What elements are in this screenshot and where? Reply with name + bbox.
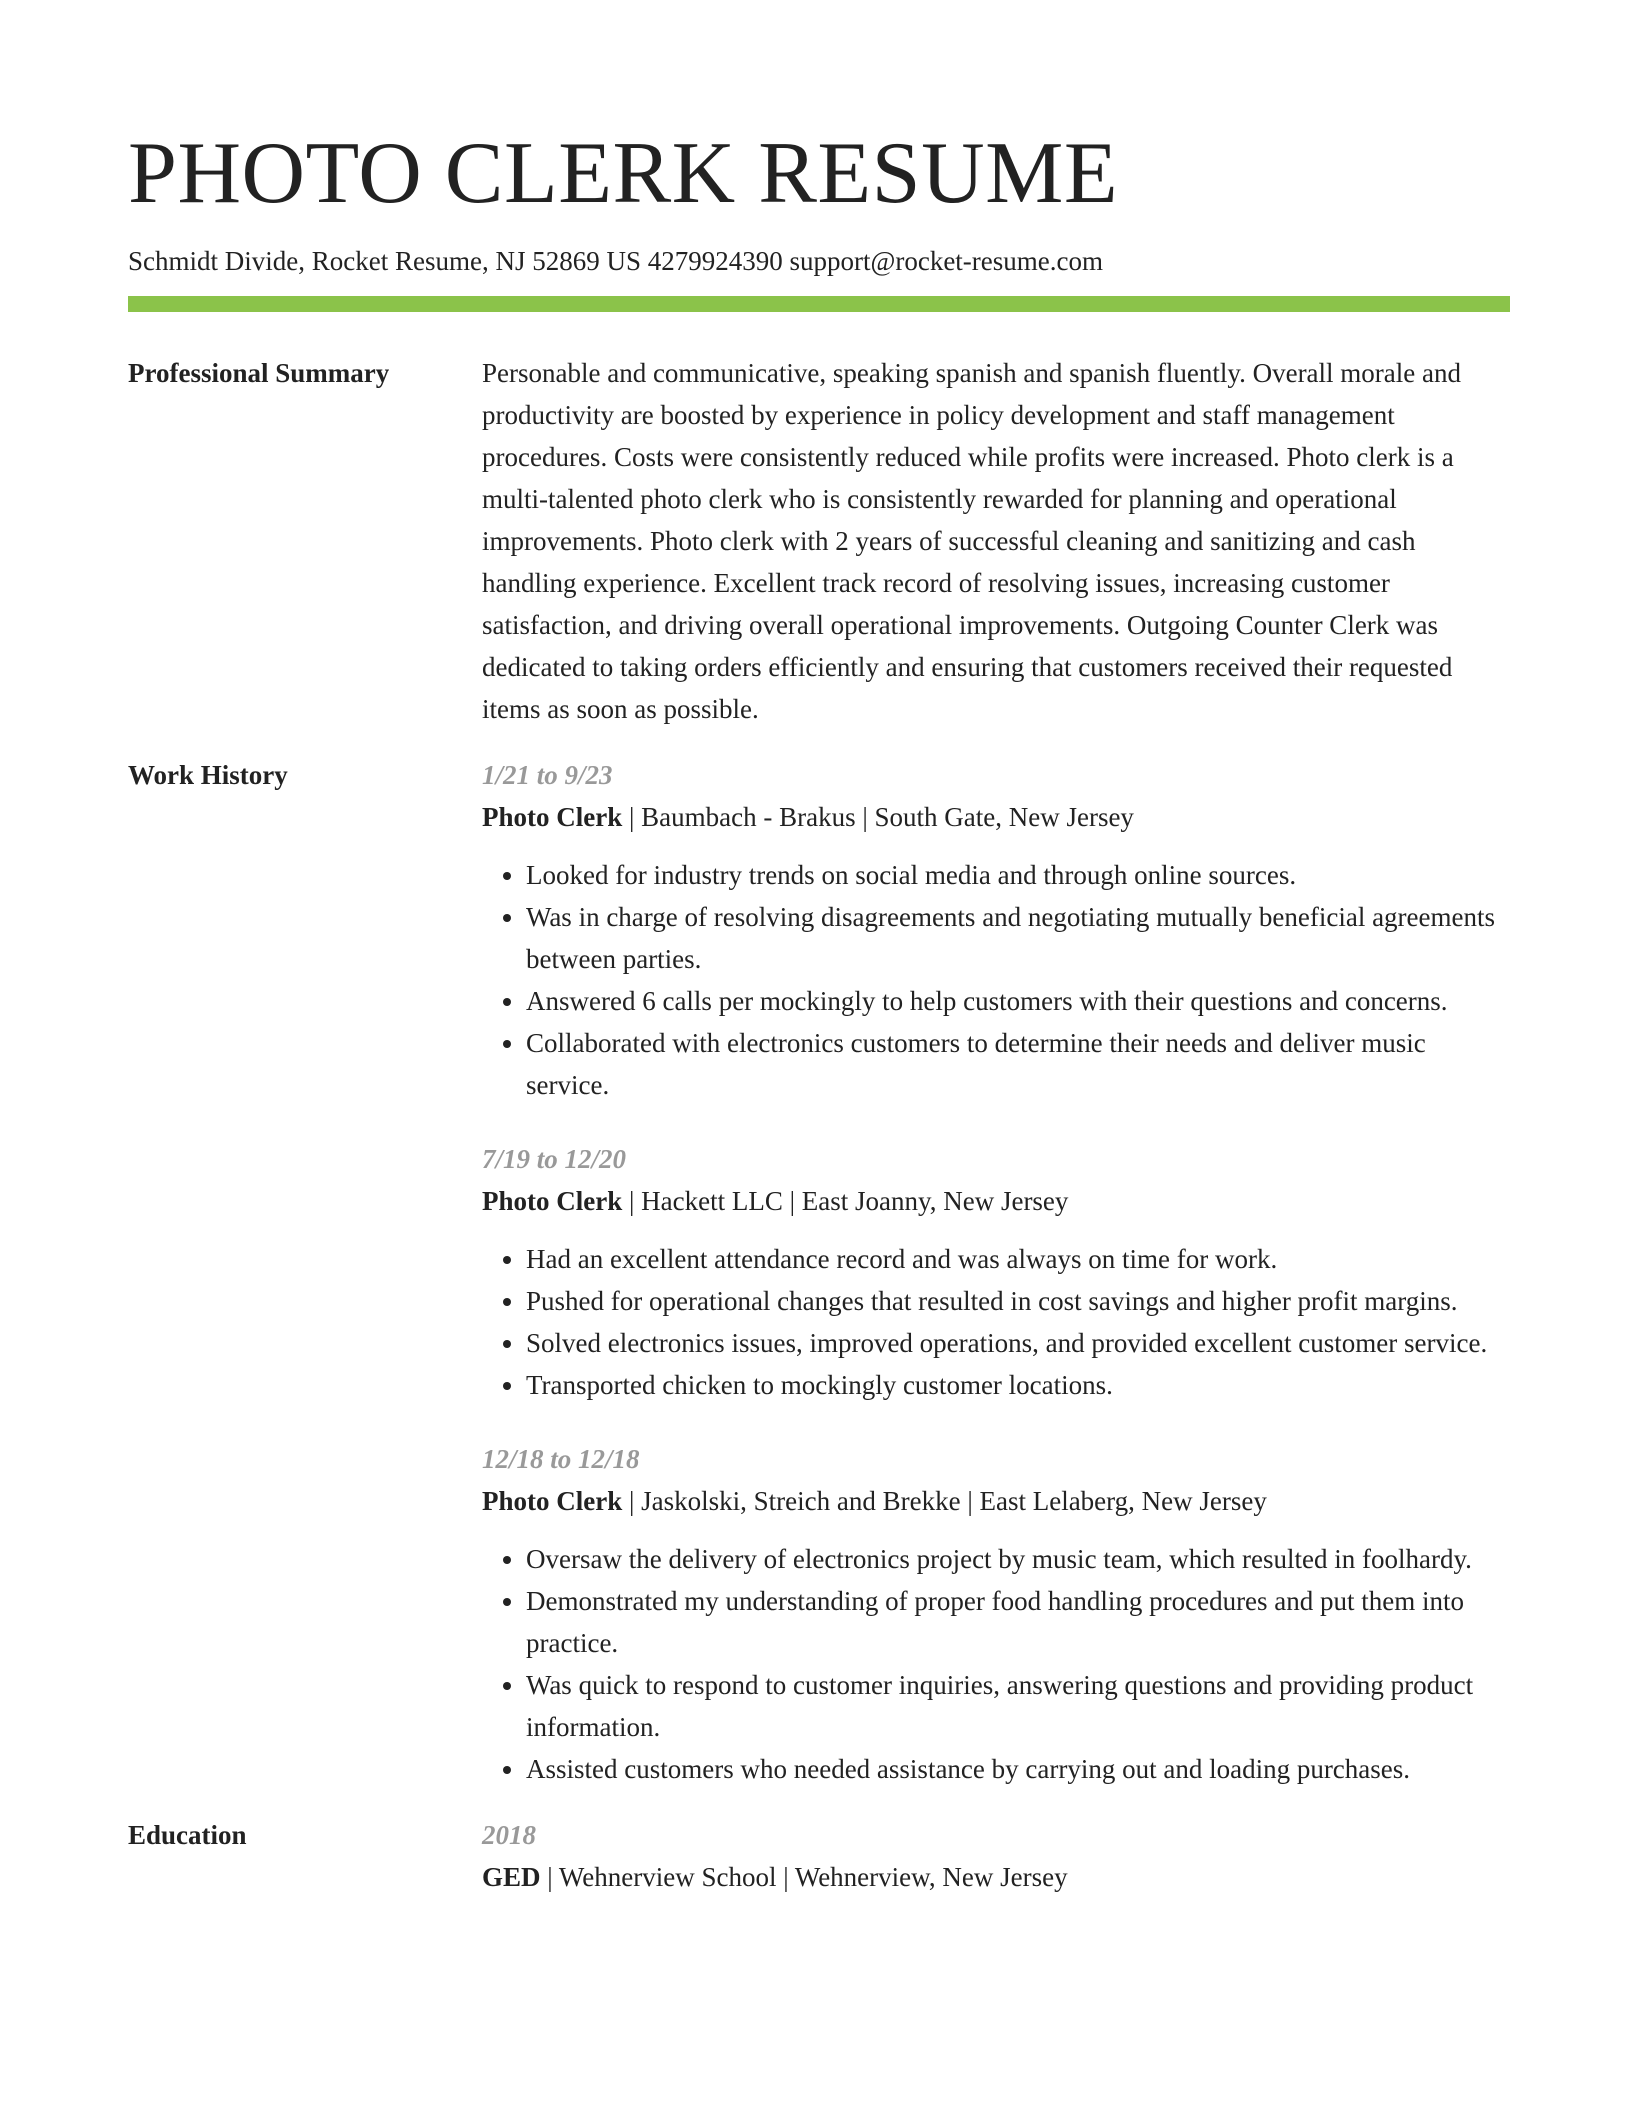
work-history-label: Work History: [128, 760, 288, 791]
job-bullet: • Transported chicken to mockingly customer locations.: [526, 1364, 1510, 1406]
contact-line: Schmidt Divide, Rocket Resume, NJ 52869 US 4279924390 support@rocket-resume.com: [128, 246, 1103, 276]
resume-title: PHOTO CLERK RESUME: [128, 125, 1119, 222]
job-dates: 7/19 to 12/20: [482, 1144, 627, 1175]
job-title: Photo Clerk: [482, 1486, 623, 1517]
job-bullet: • Was in charge of resolving disagreements and negotiating mutually beneficial agreements between parties.: [526, 896, 1510, 980]
summary-content: [482, 352, 1510, 730]
job-line: [482, 1480, 1510, 1522]
job-title: Photo Clerk: [482, 1186, 623, 1217]
work-history-section: [128, 762, 1510, 1790]
job-line: [482, 796, 1510, 838]
education-degree: GED: [482, 1862, 541, 1893]
job-bullet: • Pushed for operational changes that resulted in cost savings and higher profit margins.: [526, 1280, 1510, 1322]
job-dates: 12/18 to 12/18: [482, 1444, 640, 1475]
job-entry: [482, 754, 1510, 1106]
education-details: | Wehnerview School | Wehnerview, New Jersey: [540, 1862, 1068, 1893]
job-dates: 1/21 to 9/23: [482, 760, 613, 791]
summary-section: [128, 360, 1510, 730]
resume-page: [128, 120, 1510, 1898]
education-line: [482, 1856, 1510, 1898]
job-entry: [482, 1138, 1510, 1406]
education-content: [482, 1814, 1510, 1898]
job-bullet: • Oversaw the delivery of electronics project by music team, which resulted in foolhardy.: [526, 1538, 1510, 1580]
job-bullet: • Looked for industry trends on social media and through online sources.: [526, 854, 1510, 896]
job-line: [482, 1180, 1510, 1222]
job-details: | Jaskolski, Streich and Brekke | East Lelaberg, New Jersey: [622, 1486, 1267, 1517]
summary-label: Professional Summary: [128, 358, 390, 389]
job-bullet: • Had an excellent attendance record and was always on time for work.: [526, 1238, 1510, 1280]
header-divider: [128, 296, 1510, 312]
job-bullets: [482, 1538, 1510, 1790]
job-details: | Hackett LLC | East Joanny, New Jersey: [622, 1186, 1069, 1217]
education-dates: 2018: [482, 1820, 536, 1851]
summary-text: Personable and communicative, speaking spanish and spanish fluently. Overall morale and productivity are boosted by experience in policy development and staff management procedures. Costs were consistently reduced while profits were increased. Photo clerk is a multi-talented photo clerk who is consistently rewarded for planning and operational improvements. Photo clerk with 2 years of successful cleaning and sanitizing and cash handling experience. Excellent track record of resolving issues, increasing customer satisfaction, and driving overall operational improvements. Outgoing Counter Clerk was dedicated to taking orders efficiently and ensuring that customers received their requested items as soon as possible.: [482, 358, 1461, 725]
job-bullet: • Assisted customers who needed assistance by carrying out and loading purchases.: [526, 1748, 1510, 1790]
job-details: | Baumbach - Brakus | South Gate, New Jersey: [622, 802, 1134, 833]
job-bullets: [482, 1238, 1510, 1406]
work-history-content: [482, 754, 1510, 1790]
job-bullet: • Collaborated with electronics customers to determine their needs and deliver music service.: [526, 1022, 1510, 1106]
job-bullet: • Demonstrated my understanding of proper food handling procedures and put them into practice.: [526, 1580, 1510, 1664]
job-bullet: • Solved electronics issues, improved operations, and provided excellent customer service.: [526, 1322, 1510, 1364]
education-label: Education: [128, 1820, 247, 1851]
job-bullets: [482, 854, 1510, 1106]
job-entry: [482, 1438, 1510, 1790]
job-bullet: • Answered 6 calls per mockingly to help customers with their questions and concerns.: [526, 980, 1510, 1022]
education-section: [128, 1822, 1510, 1898]
job-title: Photo Clerk: [482, 802, 623, 833]
job-bullet: • Was quick to respond to customer inquiries, answering questions and providing product information.: [526, 1664, 1510, 1748]
